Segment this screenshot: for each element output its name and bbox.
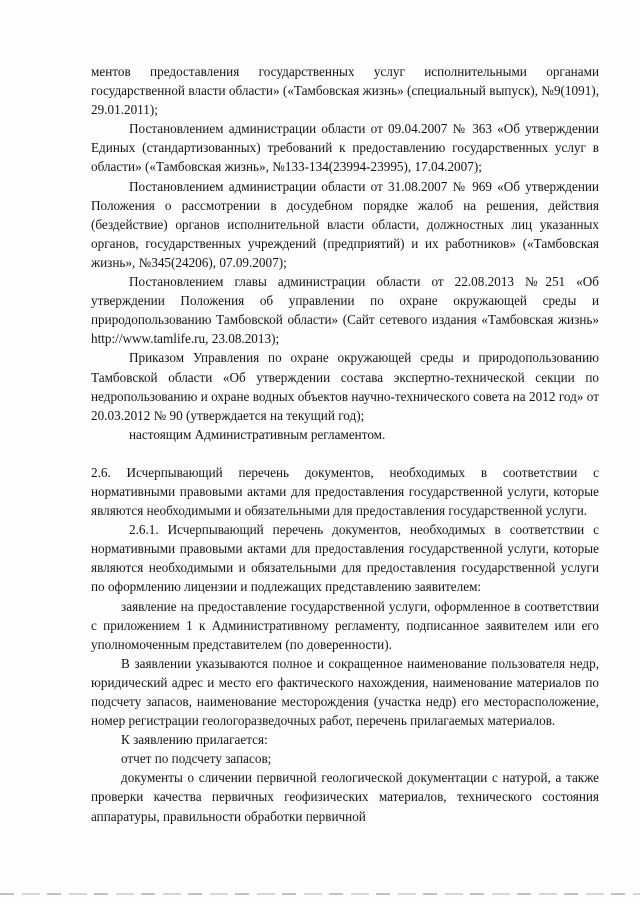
paragraph-application: заявление на предоставление государственной услуги, оформленное в соответствии с приложением 1 к Административному регламенту, подписанное заявителем или его уполномоченным представителем (по доверенности). <box>91 598 599 652</box>
paragraph-attachments-intro: К заявлению прилагается: <box>121 732 268 748</box>
paragraph-order-90: Приказом Управления по охране окружающей среды и природопользованию Тамбовской области «Об утверждении состава экспертно-технической секции по недропользованию и охране водных объектов научно-технического совета на 2012 год» от 20.03.2012 № 90 (утверждается на текущий год); <box>91 350 599 423</box>
paragraph-regulation: настоящим Административным регламентом. <box>129 426 386 442</box>
paragraph-resolution-969: Постановлением администрации области от 31.08.2007 № 969 «Об утверждении Положения о рассмотрении в досудебном порядке жалоб на решения, действия (бездействие) органов исполнительной власти области, должностных лиц указанных органов, государственных учреждений (предприятий) и их работников» («Тамбовская жизнь», №345(24206), 07.09.2007); <box>91 178 599 270</box>
paragraph-resolution-363: Постановлением администрации области от 09.04.2007 № 363 «Об утверждении Единых (стандартизованных) требований к предоставлению государственных услуг в области» («Тамбовская жизнь», №133-134(23994-23995), 17.04.2007); <box>91 121 599 175</box>
list-item-verification-documents: документы о сличении первичной геологической документации с натурой, а также проверки качества первичных геофизических материалов, технического состояния аппаратуры, правильности обработки первичной <box>91 770 599 824</box>
document-body <box>91 62 599 826</box>
section-heading-2-6: 2.6. Исчерпывающий перечень документов, необходимых в соответствии с нормативными правовыми актами для предоставления государственной услуги, которые являются необходимыми и обязательными для предоставления государственной услуги. <box>91 464 599 519</box>
paragraph-resolution-251: Постановлением главы администрации области от 22.08.2013 №251 «Об утверждении Положения об управлении по охране окружающей среды и природопользованию Тамбовской области» (Сайт сетевого издания «Тамбовская жизнь» http://www.tamlife.ru, 23.08.2013); <box>91 274 599 347</box>
paragraph-gap <box>91 444 599 463</box>
list-item-reserves-report: отчет по подсчету запасов; <box>121 751 272 767</box>
paragraph-continuation: ментов предоставления государственных услуг исполнительными органами государственной власти области» («Тамбовская жизнь» (специальный выпуск), №9(1091), 29.01.2011); <box>91 64 599 118</box>
scan-bottom-edge <box>0 893 640 895</box>
paragraph-application-contents: В заявлении указываются полное и сокращенное наименование пользователя недр, юридический адрес и место его фактического нахождения, наименование материалов по подсчету запасов, наименование месторождения (участка недр) его месторасположение, номер регистрации геологоразведочных работ, перечень прилагаемых материалов. <box>91 655 599 729</box>
paragraph-2-6-1: 2.6.1. Исчерпывающий перечень документов, необходимых в соответствии с нормативными правовыми актами для предоставления государственной услуги, которые являются необходимыми и обязательными для предоставления государственной услуги по оформлению лицензии и подлежащих представлению заявителем: <box>91 522 599 595</box>
